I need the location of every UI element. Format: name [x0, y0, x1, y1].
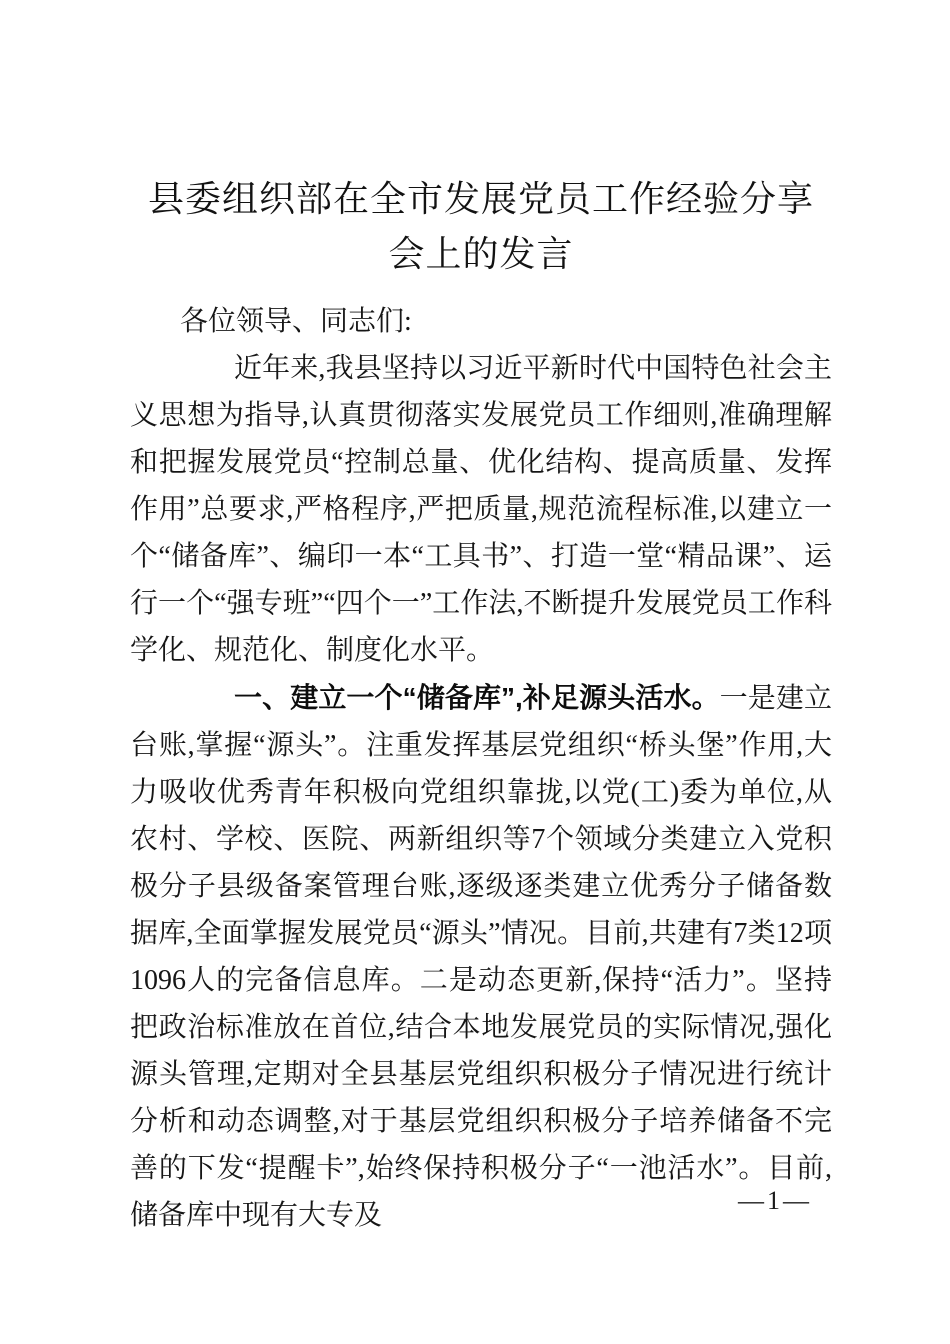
document-title: 县委组织部在全市发展党员工作经验分享会上的发言 — [147, 179, 814, 274]
greeting-line: 各位领导、同志们: — [180, 306, 412, 337]
section-1-heading: 一、建立一个“储备库”,补足源头活水。 — [234, 682, 720, 713]
page-number: —1— — [738, 1186, 812, 1215]
paragraph-intro: 近年来,我县坚持以习近平新时代中国特色社会主义思想为指导,认真贯彻落实发展党员工作细则,准确理解和把握发展党员“控制总量、优化结构、提高质量、发挥作用”总要求,严格程序,严把质量,规范流程标准,以建立一个“储备库”、编印一本“工具书”、打造一堂“精品课”、运行一个“强专班”“四个一”工作法,不断提升发展党员工作科学化、规范化、制度化水平。 — [130, 353, 832, 666]
paragraph-section-1 — [130, 674, 832, 1239]
document-body — [130, 298, 832, 1239]
section-1-text: 一是建立台账,掌握“源头”。注重发挥基层党组织“桥头堡”作用,大力吸收优秀青年积极向党组织靠拢,以党(工)委为单位,从农村、学校、医院、两新组织等7个领域分类建立入党积极分子县级备案管理台账,逐级逐类建立优秀分子储备数据库,全面掌握发展党员“源头”情况。目前,共建有7类12项1096人的完备信息库。二是动态更新,保持“活力”。坚持把政治标准放在首位,结合本地发展党员的实际情况,强化源头管理,定期对全县基层党组织积极分子情况进行统计分析和动态调整,对于基层党组织积极分子培养储备不完善的下发“提醒卡”,始终保持积极分子“一池活水”。目前,储备库中现有大专及 — [130, 683, 832, 1231]
